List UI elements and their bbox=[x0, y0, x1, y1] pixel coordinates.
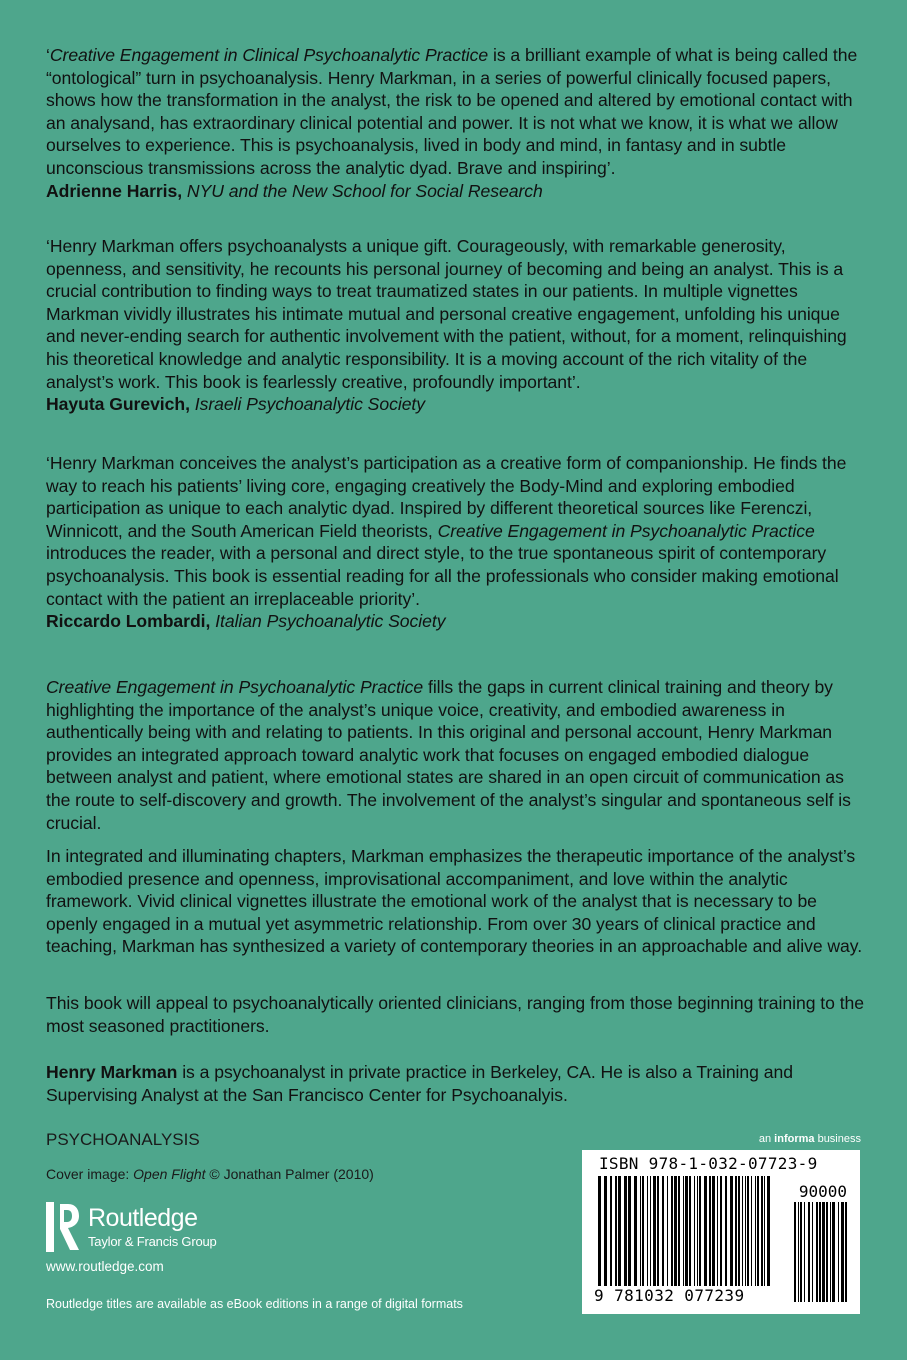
barcode-bar bbox=[826, 1202, 828, 1302]
quote-text-cont: introduces the reader, with a personal and direct style, to the true spontaneous spirit of contemporary psychoanalysis. This book is essential reading for all the professionals who consider making emotional contact with the patient an irreplaceable priority’. bbox=[46, 543, 839, 609]
publisher-logo bbox=[46, 1202, 246, 1254]
cover-credit bbox=[46, 1166, 374, 1182]
informa-tagline bbox=[759, 1133, 861, 1145]
cover-image-credit: © Jonathan Palmer (2010) bbox=[205, 1166, 374, 1182]
informa-brand: informa bbox=[774, 1133, 815, 1145]
barcode-bar bbox=[798, 1202, 799, 1302]
quote-author: Adrienne Harris, bbox=[46, 180, 183, 201]
barcode-bar bbox=[735, 1176, 737, 1286]
quote-text: is a brilliant example of what is being called the “ontological” turn in psychoanalysis. Henry Markman, in a series of powerful clinically focused papers, shows how the transformation in the analyst, the risk to be opened and altered by emotional contact with an analysand, has extraordinary clinical potential and power. It is not what we know, it is what we allow ourselves to experience. This is psychoanalysis, lived in body and mind, in fantasy and in subtle unconscious transmissions across the analytic dyad. Brave and inspiring’. bbox=[46, 45, 858, 178]
barcode-bar bbox=[832, 1202, 835, 1302]
isbn-label: ISBN 978-1-032-07723-9 bbox=[599, 1154, 818, 1173]
barcode-bar bbox=[755, 1176, 756, 1286]
barcode-bar bbox=[738, 1176, 740, 1286]
author-name: Henry Markman bbox=[46, 1062, 178, 1082]
barcode-bar bbox=[604, 1176, 607, 1286]
barcode-bar bbox=[751, 1176, 752, 1286]
quote-text: ‘Henry Markman conceives the analyst’s participation as a creative form of companionship. He finds the way to reach his patients’ living core, engaging creatively the Body-Mind and exploring embodied participation as unique to each analytic dyad. Inspired by different theoretical sources like Ferenczi, Winnicott, and the South American Field theorists, bbox=[46, 453, 847, 541]
barcode-bar bbox=[634, 1176, 637, 1286]
publisher-website[interactable]: www.routledge.com bbox=[46, 1259, 164, 1274]
author-bio bbox=[46, 1061, 866, 1106]
barcode-bar bbox=[725, 1176, 727, 1286]
barcode-bar bbox=[647, 1176, 648, 1286]
barcode-bar bbox=[767, 1176, 770, 1286]
barcode-bar bbox=[757, 1176, 759, 1286]
quote-attribution bbox=[46, 610, 866, 633]
barcode-bar bbox=[699, 1176, 701, 1286]
description-paragraph: This book will appeal to psychoanalytically oriented clinicians, ranging from those beginning training to the most seasoned practitioners. bbox=[46, 993, 865, 1036]
barcode-bar bbox=[830, 1202, 831, 1302]
routledge-r-logo-icon bbox=[46, 1202, 80, 1252]
subject-category: PSYCHOANALYSIS bbox=[46, 1130, 200, 1149]
barcode-bar bbox=[712, 1176, 715, 1286]
quote-attribution bbox=[46, 180, 866, 203]
barcode-bar bbox=[720, 1176, 722, 1286]
barcode-addon-bars bbox=[794, 1202, 848, 1302]
barcode-bar bbox=[819, 1202, 821, 1302]
isbn-barcode bbox=[582, 1150, 860, 1314]
endorsement-harris bbox=[46, 44, 866, 202]
ebook-note: Routledge titles are available as eBook editions in a range of digital formats bbox=[46, 1297, 463, 1311]
barcode-bar bbox=[598, 1176, 601, 1286]
barcode-bar bbox=[650, 1176, 651, 1286]
barcode-digits: 9 781032 077239 bbox=[594, 1286, 745, 1305]
barcode-bar bbox=[657, 1176, 659, 1286]
barcode-bar bbox=[610, 1176, 612, 1286]
barcode-bar bbox=[845, 1202, 847, 1302]
barcode-bar bbox=[800, 1202, 802, 1302]
barcode-bar bbox=[697, 1176, 698, 1286]
barcode-bar bbox=[662, 1176, 664, 1286]
quote-open: ‘ bbox=[46, 45, 50, 65]
barcode-bar bbox=[689, 1176, 691, 1286]
barcode-bar bbox=[628, 1176, 631, 1286]
cover-credit-label: Cover image: bbox=[46, 1166, 134, 1182]
book-title: Creative Engagement in Psychoanalytic Practice bbox=[46, 677, 424, 697]
endorsement-gurevich bbox=[46, 235, 866, 416]
barcode-bar bbox=[678, 1176, 680, 1286]
barcode-bar bbox=[742, 1176, 743, 1286]
barcode-bar bbox=[671, 1176, 673, 1286]
barcode-bar bbox=[709, 1176, 711, 1286]
barcode-bar bbox=[685, 1176, 688, 1286]
barcode-bar bbox=[717, 1176, 718, 1286]
quote-affiliation: Italian Psychoanalytic Society bbox=[210, 611, 446, 632]
barcode-bar bbox=[822, 1202, 825, 1302]
description-paragraph: In integrated and illuminating chapters, Markman emphasizes the therapeutic importance of the analyst’s embodied presence and openness, improvisational accompaniment, and love within the analytic framework. Vivid clinical vignettes illustrate the emotional work of the analyst that is necessary to be openly engaged in a mutual yet asymmetric relationship. From over 30 years of clinical practice and teaching, Markman has synthesized a variety of contemporary theories in an approachable and alive way. bbox=[46, 846, 863, 957]
publisher-name: Routledge bbox=[88, 1204, 198, 1232]
barcode-bar bbox=[615, 1176, 617, 1286]
quote-text: ‘Henry Markman offers psychoanalysts a unique gift. Courageously, with remarkable generosity, openness, and sensitivity, he recounts his personal journey of becoming and being an analyst. This is a crucial contribution to finding ways to treat traumatized states in our patients. In multiple vignettes Markman vividly illustrates his intimate mutual and personal creative engagement, unfolding his unique and never-ending search for authentic involvement with the patient, without, for a moment, relinquishing his theoretical knowledge and analytic responsibility. It is a moving account of the rich vitality of the analyst’s work. This book is fearlessly creative, profoundly important’. bbox=[46, 236, 847, 392]
barcode-bar bbox=[730, 1176, 733, 1286]
barcode-bar bbox=[841, 1202, 844, 1302]
barcode-bar bbox=[667, 1176, 668, 1286]
barcode-bar bbox=[694, 1176, 695, 1286]
barcode-bar bbox=[761, 1176, 763, 1286]
barcode-bar bbox=[808, 1202, 810, 1302]
quote-affiliation: NYU and the New School for Social Research bbox=[182, 180, 543, 201]
quote-attribution bbox=[46, 393, 866, 416]
barcode-bar bbox=[642, 1176, 644, 1286]
quote-author: Hayuta Gurevich, bbox=[46, 394, 190, 415]
barcode-bar bbox=[704, 1176, 707, 1286]
barcode-bar bbox=[674, 1176, 677, 1286]
barcode-bar bbox=[745, 1176, 746, 1286]
barcode-bar bbox=[653, 1176, 656, 1286]
barcode-bar bbox=[804, 1202, 805, 1302]
book-title: Creative Engagement in Psychoanalytic Practice bbox=[437, 520, 815, 541]
barcode-bar bbox=[747, 1176, 749, 1286]
informa-suffix: business bbox=[814, 1133, 861, 1145]
barcode-bar bbox=[683, 1176, 684, 1286]
publisher-group: Taylor & Francis Group bbox=[88, 1234, 217, 1249]
author-bio-text: is a psychoanalyst in private practice in Berkeley, CA. He is also a Training and Supervising Analyst at the San Francisco Center for Psychoanalyis. bbox=[46, 1062, 793, 1105]
barcode-bars bbox=[598, 1176, 772, 1286]
barcode-bar bbox=[812, 1202, 813, 1302]
description-paragraph bbox=[46, 676, 866, 834]
barcode-bar bbox=[624, 1176, 627, 1286]
barcode-bar bbox=[794, 1202, 796, 1302]
barcode-bar bbox=[640, 1176, 641, 1286]
barcode-bar bbox=[816, 1202, 818, 1302]
description-text: fills the gaps in current clinical training and theory by highlighting the importance of the analyst’s unique voice, creativity, and embodied awareness in authentically being with and relating to patients. In this original and personal account, Henry Markman provides an integrated approach toward analytic work that focuses on engaged embodied dialogue between analyst and patient, where emotional states are shared in an open circuit of communication as the route to self-discovery and growth. The involvement of the analyst’s singular and spontaneous self is crucial. bbox=[46, 677, 851, 833]
barcode-bar bbox=[618, 1176, 621, 1286]
informa-prefix: an bbox=[758, 1133, 775, 1145]
cover-image-title: Open Flight bbox=[133, 1166, 206, 1182]
book-title: Creative Engagement in Clinical Psychoanalytic Practice bbox=[49, 45, 489, 65]
endorsement-lombardi bbox=[46, 452, 866, 633]
barcode-bar bbox=[764, 1176, 765, 1286]
barcode-bar bbox=[838, 1202, 839, 1302]
quote-affiliation: Israeli Psychoanalytic Society bbox=[189, 394, 426, 415]
quote-author: Riccardo Lombardi, bbox=[46, 611, 211, 632]
price-addon-code: 90000 bbox=[798, 1182, 847, 1201]
